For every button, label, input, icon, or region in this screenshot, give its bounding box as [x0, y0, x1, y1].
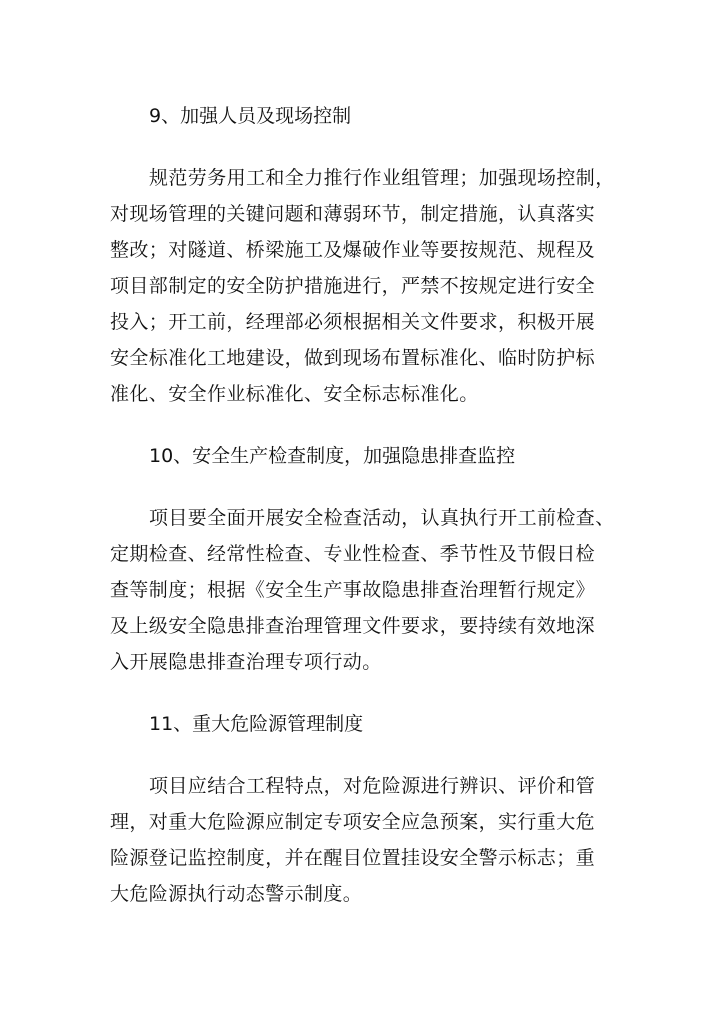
paragraph-line: 项目应结合工程特点，对危险源进行辨识、评价和管: [149, 775, 596, 797]
paragraph-line: 项目部制定的安全防护措施进行，严禁不按规定进行安全: [110, 275, 596, 297]
paragraph-line: 定期检查、经常性检查、专业性检查、季节性及节假日检: [110, 543, 596, 565]
section-paragraph-11: [110, 768, 630, 912]
section-heading-10: 10、安全生产检查制度，加强隐患排查监控: [149, 445, 516, 467]
paragraph-line: 理，对重大危险源应制定专项安全应急预案，实行重大危: [110, 811, 596, 833]
paragraph-line: 险源登记监控制度，并在醒目位置挂设安全警示标志；重: [110, 847, 596, 869]
paragraph-line: 及上级安全隐患排查治理管理文件要求，要持续有效地深: [110, 615, 596, 637]
paragraph-line: 大危险源执行动态警示制度。: [110, 883, 363, 905]
paragraph-line: 准化、安全作业标准化、安全标志标准化。: [110, 383, 479, 405]
paragraph-line: 安全标准化工地建设，做到现场布置标准化、临时防护标: [110, 347, 596, 369]
section-paragraph-10: [110, 500, 630, 680]
paragraph-line: 查等制度；根据《安全生产事故隐患排查治理暂行规定》: [110, 579, 596, 601]
document-page: [110, 98, 630, 912]
paragraph-line: 整改；对隧道、桥梁施工及爆破作业等要按规范、规程及: [110, 239, 596, 261]
paragraph-line: 投入；开工前，经理部必须根据相关文件要求，积极开展: [110, 311, 596, 333]
section-heading-9: 9、加强人员及现场控制: [149, 105, 352, 127]
paragraph-line: 入开展隐患排查治理专项行动。: [110, 651, 382, 673]
section-heading-11: 11、重大危险源管理制度: [149, 713, 364, 735]
paragraph-line: 规范劳务用工和全力推行作业组管理；加强现场控制，: [149, 167, 615, 189]
paragraph-line: 对现场管理的关键问题和薄弱环节，制定措施，认真落实: [110, 203, 596, 225]
section-paragraph-9: [110, 160, 630, 412]
paragraph-line: 项目要全面开展安全检查活动，认真执行开工前检查、: [149, 507, 615, 529]
